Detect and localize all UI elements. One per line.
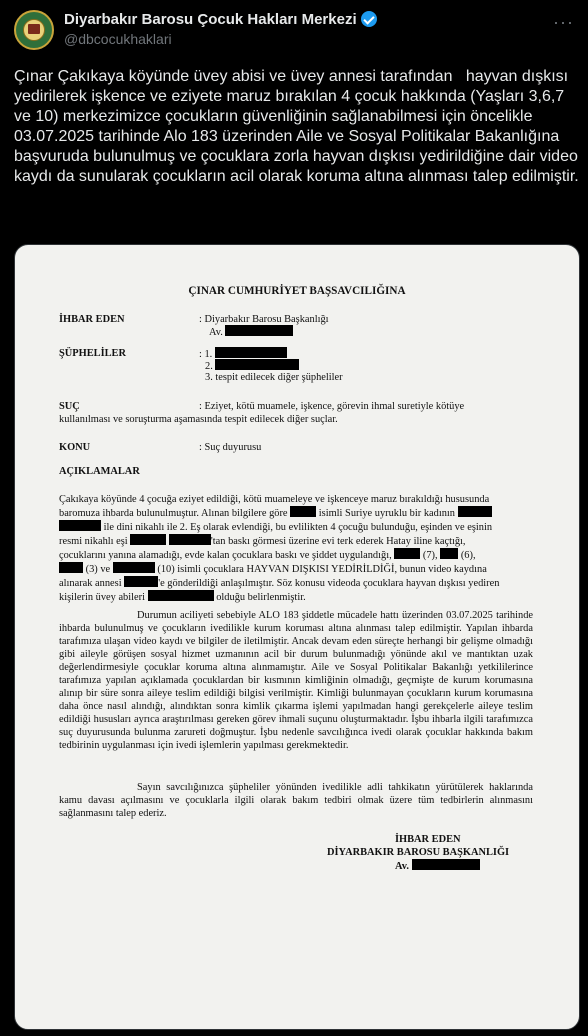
redaction — [412, 859, 480, 870]
p1-line: çocuklarını yanına alamadığı, evde kalan çocuklara baskı ve şiddet uygulandığı, (7), (6), — [59, 550, 476, 561]
redaction — [215, 359, 299, 370]
konu-label: KONU — [59, 442, 91, 453]
author-name[interactable]: Diyarbakır Barosu Çocuk Hakları Merkezi — [64, 11, 377, 28]
signature-institution: DİYARBAKIR BAROSU BAŞKANLIĞI — [327, 847, 510, 858]
redaction — [113, 562, 155, 573]
redaction — [59, 520, 101, 531]
p1-line: Çakıkaya köyünde 4 çocuğa eziyet edildiği, kötü muameleye ve işkenceye maruz bırakıldığı hususunda — [59, 494, 490, 505]
suc-label: SUÇ — [59, 401, 80, 412]
p1-line: baromuza ihbarda bulunulmuştur. Alınan bilgilere göre isimli Suriye uyruklu bir kadının — [59, 506, 533, 520]
author-avatar[interactable] — [14, 10, 54, 50]
paragraph-2: Durumun aciliyeti sebebiyle ALO 183 şiddetle mücadele hattı üzerinden 03.07.2025 tarihinde ihbarda bulunulmuş ve çocukların ivedilikle kurum koruması altına alınması talep edilmiştir. Yapılan ihbarda tarafımıza ulaşan video kaydı ve bilgiler de iletilmiştir. Ancak devam eden süreçte herhangi bir gelişme olmadığı gibi aileyle görüşen sosyal hizmet uzmanının acil bir durum bulunmadığı yönünde akıl ve mantıktan uzak değerlendirmesiyle çocuklar koruma altına alınmamıştır. Aile ve Sosyal Politikalar Bakanlığı yetkililerince tarafımıza yapılan açıklamada çocuklardan bir kısmının kimliğinin olmadığı, geçmişte de kurum korumasına alınıp bir süre sonra aileye teslim edildiği bilgisi verilmiştir. Kimliği bulunmayan çocukların kurum korumasına daha önce nasıl alındığı, alındıktan sonra kimlik çıkarma işlemi yapılmadan hangi gerekçelerle aileye teslim edildiği hususları ayrıca araştırılması gereken görev ihmali suçunu oluşturmaktadır. İşbu ihbarla ilgili tarafımızca suç duyurusunda bulunma zarureti doğmuştur. İşbu nedenle savcılığınca ivedi olarak çocuklar hakkında bakım tedbirinin uygulanması için ivedi işlemlerin yapılması gerekmektedir. — [59, 610, 533, 751]
supheli-1: : 1. — [199, 347, 287, 361]
redaction — [148, 590, 214, 601]
redaction — [59, 562, 83, 573]
attached-document-image[interactable] — [14, 244, 580, 1030]
redaction — [124, 576, 158, 587]
supheli-3: 3. tespit edilecek diğer şüpheliler — [205, 372, 343, 383]
redaction — [130, 534, 166, 545]
redaction — [440, 548, 458, 559]
suc-value: : Eziyet, kötü muamele, işkence, görevin ihmal suretiyle kötüye — [199, 401, 465, 412]
p1-line: ile dini nikahlı ile 2. Eş olarak evlendiği, bu evlilikten 4 çocuğu bulunduğu, eşinden ve eşinin — [59, 520, 533, 534]
verified-badge-icon — [361, 11, 377, 27]
paragraph-1 — [59, 493, 533, 604]
redaction — [225, 325, 293, 336]
redaction — [169, 534, 211, 545]
p1-line: resmi nikahlı eşi 'tan baskı görmesi üzerine evi terk ederek Hatay iline kaçtığı, — [59, 536, 466, 547]
avatar-book-icon — [28, 24, 40, 34]
redaction — [394, 548, 420, 559]
redaction — [290, 506, 316, 517]
more-icon[interactable]: ··· — [553, 12, 574, 32]
author-handle[interactable]: @dbcocukhaklari — [64, 31, 172, 47]
ihbar-label: İHBAR EDEN — [59, 314, 125, 325]
document-title: ÇINAR CUMHURİYET BAŞSAVCILIĞINA — [188, 285, 406, 297]
p1-line: (3) ve (10) isimli çocuklara HAYVAN DIŞKISI YEDİRİLDİĞİ, bunun video kaydına — [59, 562, 533, 576]
paragraph-3: Sayın savcılığınızca şüpheliler yönünden ivedilikle adli tahkikatın yürütülerek haklarında kamu davası açılmasını ve çocuklarla ilgili olarak bakım tedbiri olmak üzere tüm tedbirlerin alınmasını sağlanmasını talep ederiz. — [59, 782, 533, 819]
document-page — [15, 245, 579, 1029]
signature-ihbar-eden: İHBAR EDEN — [395, 834, 461, 845]
konu-value: : Suç duyurusu — [199, 442, 262, 453]
post-header — [14, 10, 574, 54]
suc-continuation: kullanılması ve soruşturma aşamasında tespit edilecek diğer suçlar. — [59, 414, 338, 425]
aciklamalar-label: AÇIKLAMALAR — [59, 466, 140, 477]
supheli-2: 2. — [205, 359, 299, 373]
post-text: Çınar Çakıkaya köyünde üvey abisi ve üvey annesi tarafından hayvan dışkısı yedirilerek işkence ve eziyete maruz bırakılan 4 çocuk hakkında (Yaşları 3,6,7 ve 10) merkezimizce çocukların güvenliğinin sağlanabilmesi için öncelikle 03.07.2025 tarihinde Alo 183 üzerinden Aile ve Sosyal Politikalar Bakanlığına başvuruda bulunulmuş ve çocuklara zorla hayvan dışkısı yedirildiğine dair video kaydı da sunularak çocukların acil olarak koruma altına alınması talep edilmiştir. — [14, 68, 583, 185]
p1-line: kişilerin üvey abileri olduğu belirlenmiştir. — [59, 592, 306, 603]
redaction — [458, 506, 492, 517]
redaction — [215, 347, 287, 358]
ihbar-value: : Diyarbakır Barosu Başkanlığı — [199, 314, 329, 325]
supheliler-label: ŞÜPHELİLER — [59, 348, 126, 359]
p1-line: alınarak annesi 'e gönderildiği anlaşılmıştır. Söz konusu videoda çocuklara hayvan dışkısı yediren — [59, 578, 500, 589]
signature-lawyer: Av. — [395, 859, 480, 873]
ihbar-lawyer: Av. — [209, 325, 293, 339]
